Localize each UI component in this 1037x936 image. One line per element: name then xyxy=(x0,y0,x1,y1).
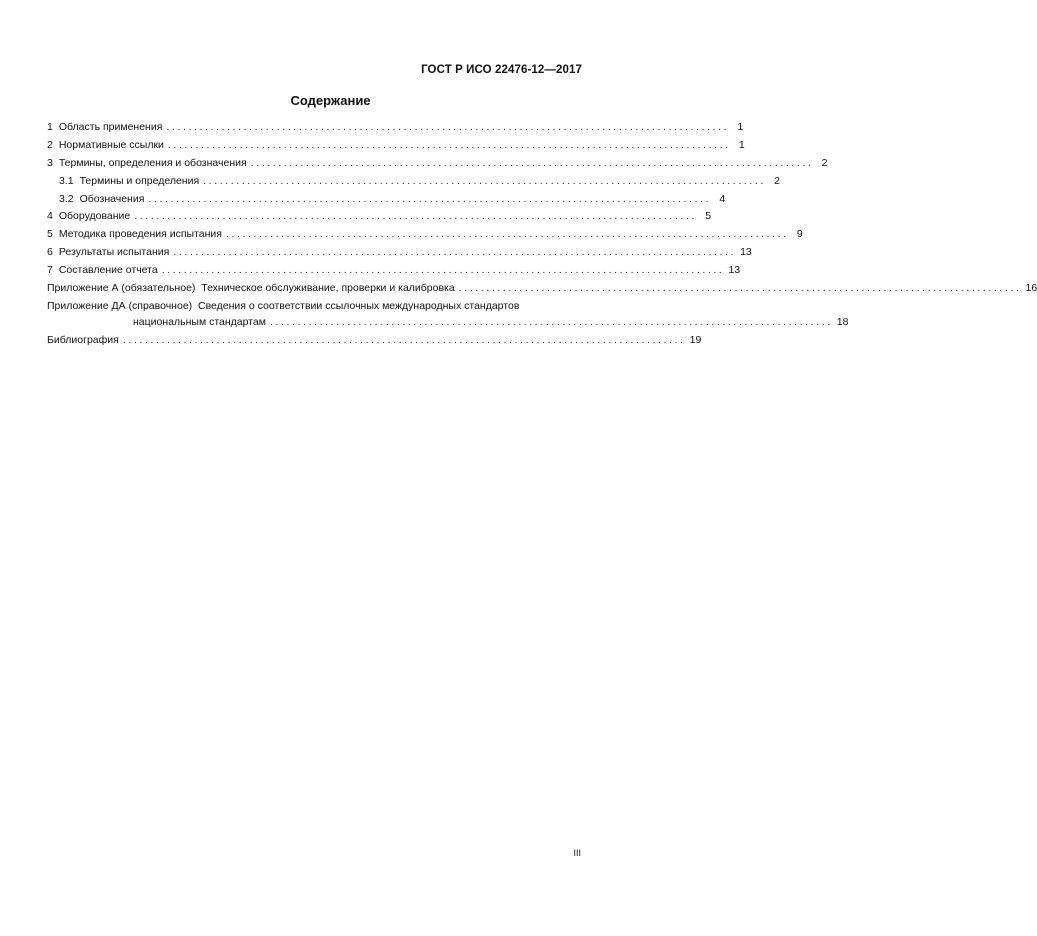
page-number: III xyxy=(573,848,581,858)
leader-dots: ...................................................................................................... xyxy=(161,264,725,277)
toc-label: Методика проведения испытания xyxy=(58,228,222,241)
toc-label: Приложение А (обязательное) Техническое обслуживание, проверки и калибровка xyxy=(47,282,455,295)
toc-label: Приложение ДА (справочное) Сведения о соответствии ссылочных международных стандартов xyxy=(47,299,520,312)
toc-page: 5 xyxy=(705,210,712,223)
toc-entry-appendix-a[interactable] xyxy=(47,282,1037,300)
toc-page: 1 xyxy=(738,138,745,151)
table-of-contents xyxy=(47,121,1037,352)
toc-page: 2 xyxy=(774,174,780,187)
leader-dots: ...................................................................................................... xyxy=(225,228,789,241)
leader-dots: ...................................................................................................... xyxy=(173,246,737,259)
toc-page: 19 xyxy=(689,333,702,346)
toc-page: 13 xyxy=(740,246,752,259)
leader-dots: ...................................................................................................... xyxy=(167,138,731,151)
toc-label: Область применения xyxy=(58,121,163,133)
toc-number: 4 xyxy=(47,210,53,223)
toc-label: Термины, определения и обозначения xyxy=(58,156,247,169)
toc-entry-3-1[interactable] xyxy=(47,174,780,193)
page-title: Содержание xyxy=(290,93,371,108)
toc-label: Результаты испытания xyxy=(58,246,170,259)
leader-dots: ...................................................................................................... xyxy=(166,121,730,133)
toc-label-continuation: национальным стандартам xyxy=(133,315,266,328)
toc-label: Обозначения xyxy=(79,192,145,205)
toc-entry-appendix-da-continuation[interactable] xyxy=(47,315,849,334)
toc-entry-3[interactable] xyxy=(47,156,828,175)
toc-number: 3.2 xyxy=(59,192,74,205)
leader-dots: ...................................................................................................... xyxy=(148,192,712,205)
toc-entry-3-2[interactable] xyxy=(47,192,726,211)
toc-number: 6 xyxy=(47,246,53,259)
toc-page: 1 xyxy=(737,121,744,133)
toc-page: 18 xyxy=(836,315,849,328)
toc-entry-1[interactable] xyxy=(47,121,744,139)
toc-page: 16 xyxy=(1025,282,1037,295)
toc-number: 7 xyxy=(47,264,53,277)
toc-entry-7[interactable] xyxy=(47,264,741,282)
toc-entry-4[interactable] xyxy=(47,210,712,228)
toc-number: 1 xyxy=(47,121,53,133)
toc-number: 5 xyxy=(47,228,53,241)
toc-number: 3.1 xyxy=(59,174,74,187)
toc-number: 2 xyxy=(47,138,53,151)
leader-dots: ...................................................................................................... xyxy=(203,174,766,187)
toc-entry-appendix-da[interactable] xyxy=(47,300,583,316)
toc-label: Нормативные ссылки xyxy=(58,138,164,151)
toc-page: 9 xyxy=(796,228,803,241)
toc-entry-5[interactable] xyxy=(47,228,803,246)
toc-label: Термины и определения xyxy=(79,174,200,187)
leader-dots: ...................................................................................................... xyxy=(269,315,833,328)
toc-entry-2[interactable] xyxy=(47,138,745,157)
toc-page: 2 xyxy=(821,156,828,169)
toc-page: 13 xyxy=(728,264,741,277)
toc-label: Оборудование xyxy=(58,210,131,223)
toc-label: Составление отчета xyxy=(58,264,158,277)
document-code: ГОСТ Р ИСО 22476-12—2017 xyxy=(421,64,582,76)
toc-number: 3 xyxy=(47,156,53,169)
toc-page: 4 xyxy=(719,192,726,205)
toc-entry-6[interactable] xyxy=(47,246,752,264)
leader-dots: ...................................................................................................... xyxy=(458,282,1022,295)
toc-entry-bibliography[interactable] xyxy=(47,333,702,352)
leader-dots: ...................................................................................................... xyxy=(122,333,686,346)
toc-label: Библиография xyxy=(47,333,119,346)
leader-dots: ...................................................................................................... xyxy=(134,210,698,223)
leader-dots: ...................................................................................................... xyxy=(250,156,814,169)
